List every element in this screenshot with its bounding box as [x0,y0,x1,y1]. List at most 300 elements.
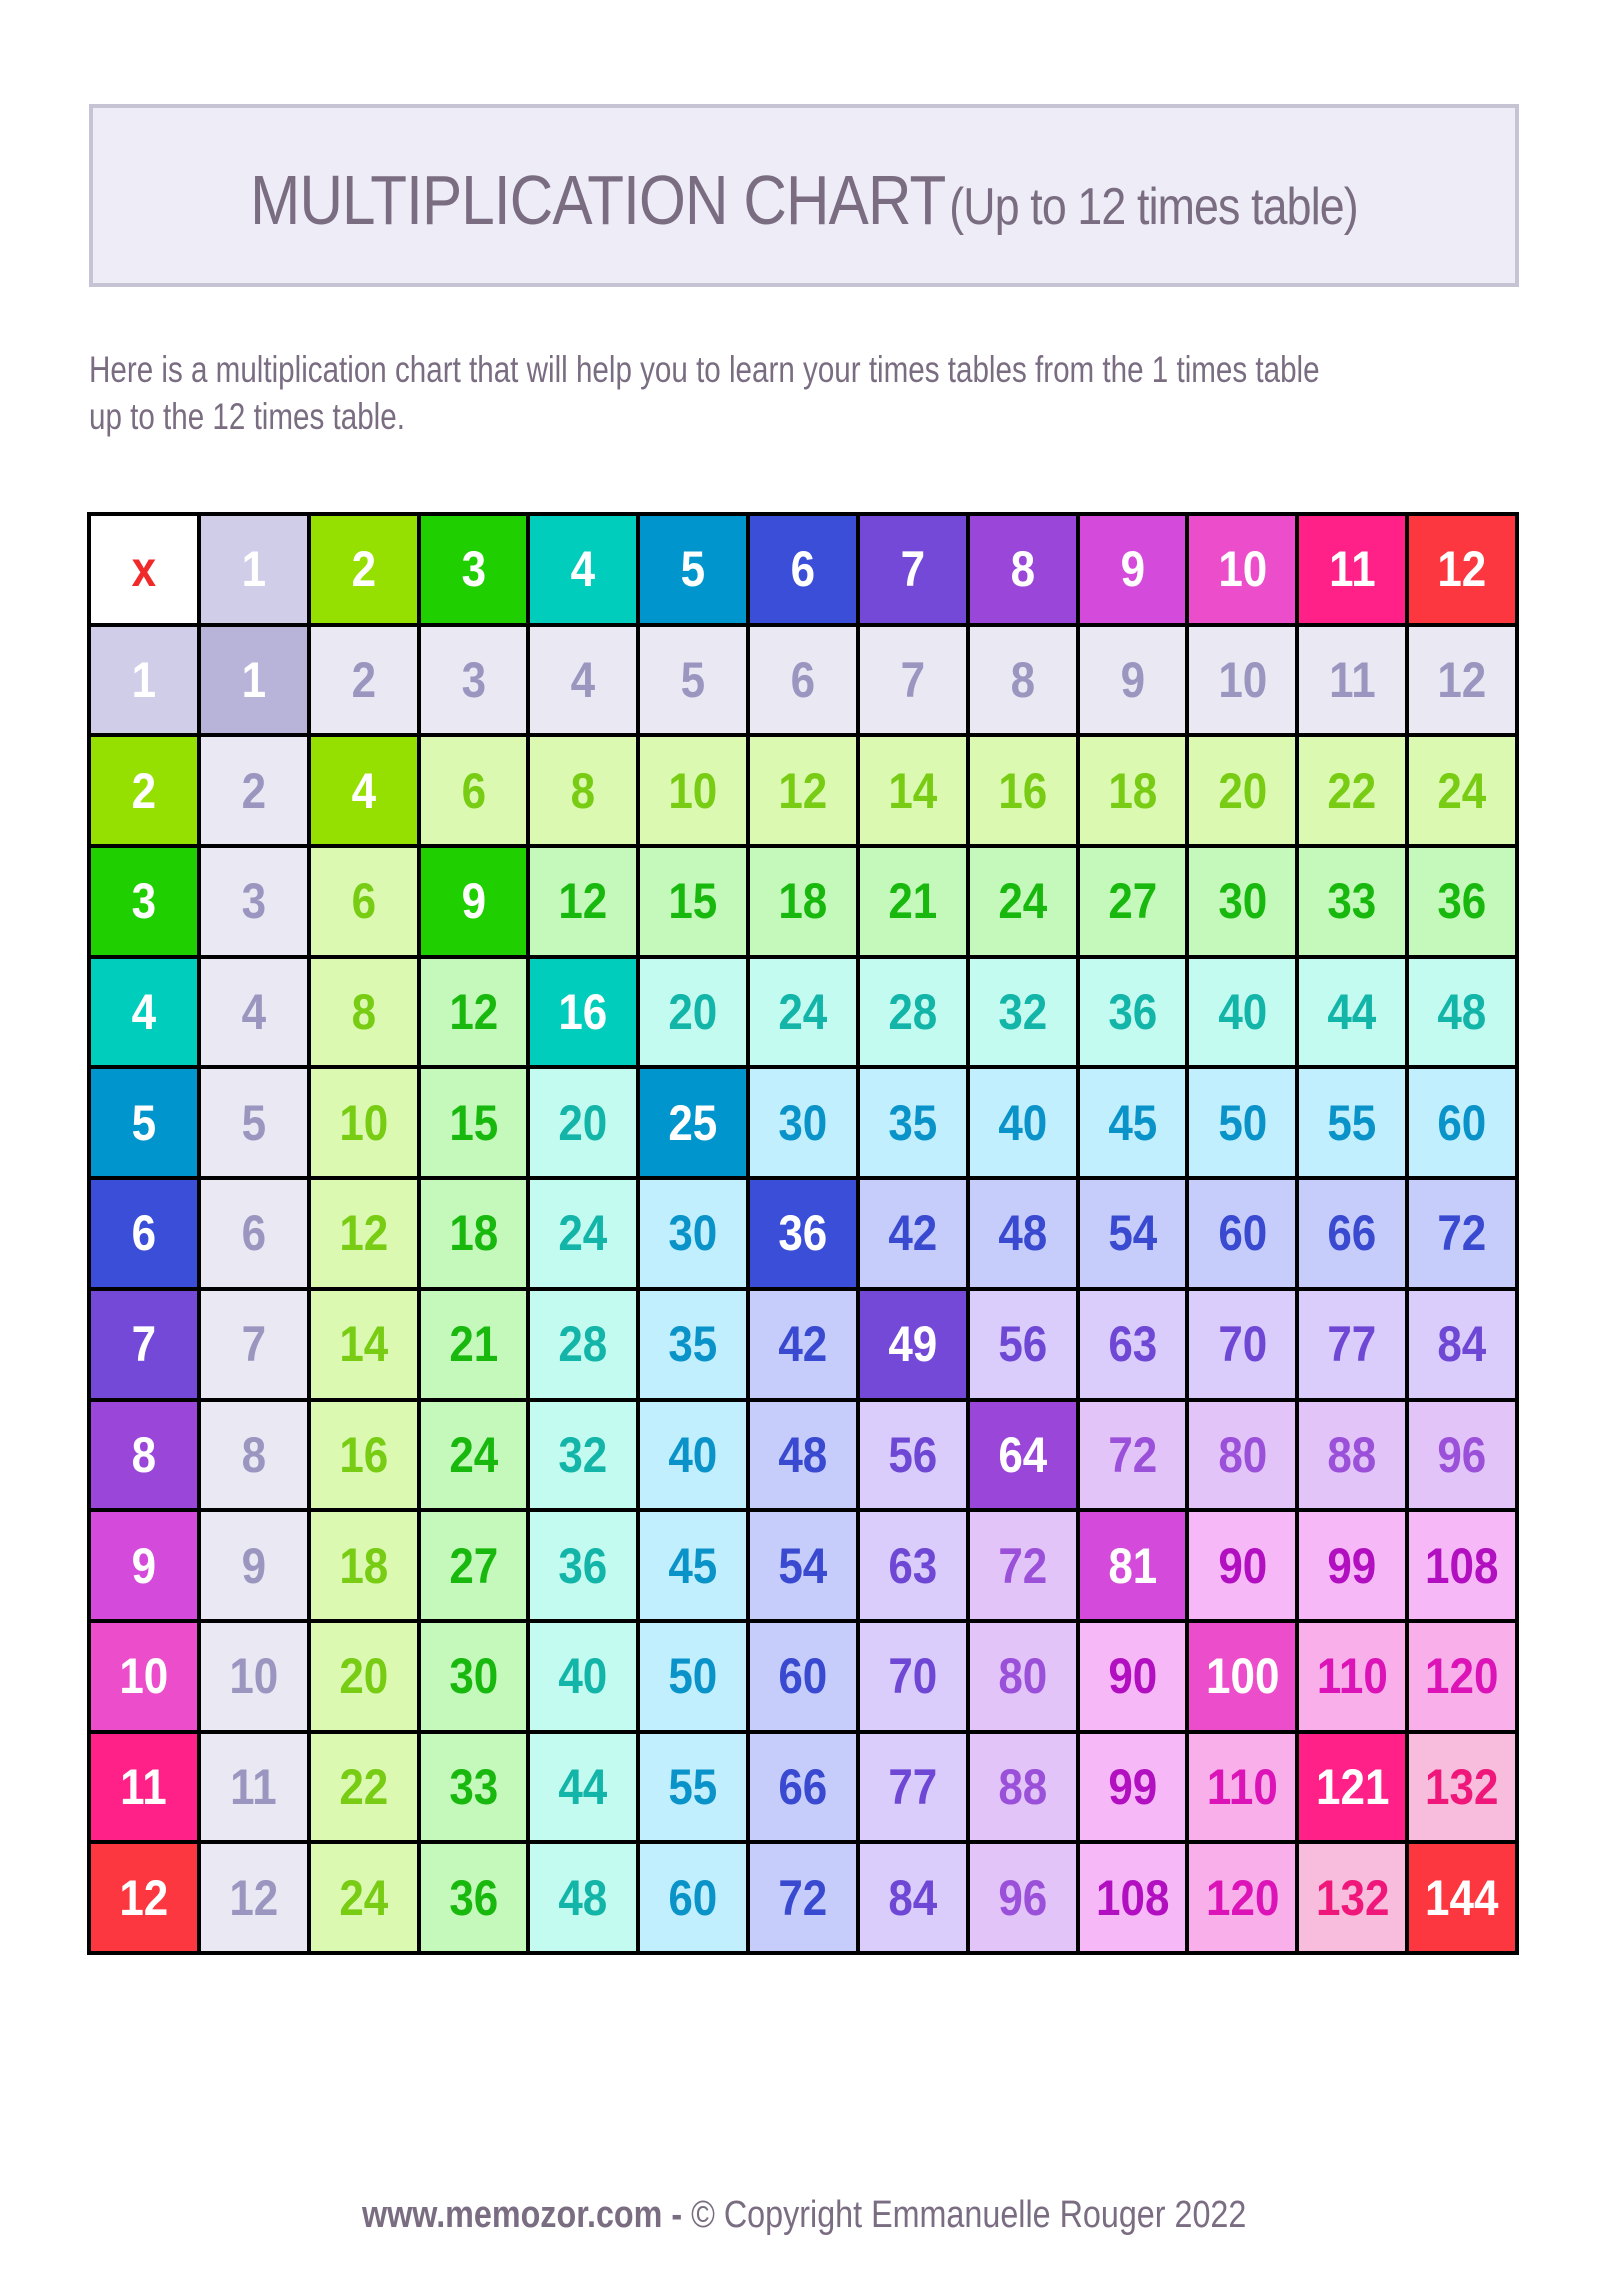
table-cell [750,1069,856,1176]
table-cell-value: 20 [558,1094,608,1151]
table-cell [1299,1512,1405,1619]
table-cell-value: 48 [1437,984,1487,1041]
table-cell-value: 36 [1437,873,1487,930]
table-cell-value: 12 [1437,652,1487,709]
description [89,346,1521,440]
table-cell [201,1402,307,1509]
row-header-value: 4 [131,984,157,1041]
table-cell-value: 99 [1327,1537,1377,1594]
row-header [91,848,197,955]
table-cell [970,1402,1076,1509]
table-cell-value: 6 [351,873,376,930]
table-cell-value: 32 [558,1426,608,1483]
table-cell [1409,1069,1515,1176]
table-cell [1409,1180,1515,1287]
table-cell-value: 60 [1217,1205,1267,1262]
table-cell-value: 96 [998,1869,1048,1926]
column-header [421,516,527,623]
table-cell-value: 50 [1217,1094,1267,1151]
table-cell-value: 72 [998,1537,1048,1594]
table-cell-value: 2 [351,652,376,709]
table-cell-value: 5 [241,1094,267,1151]
table-cell-value: 110 [1316,1648,1388,1705]
table-cell-value: 42 [778,1316,828,1373]
table-cell-value: 24 [778,984,828,1041]
column-header-value: 10 [1217,541,1267,598]
table-cell [1409,1512,1515,1619]
table-cell-value: 21 [448,1316,498,1373]
table-cell [860,1512,966,1619]
table-cell-value: 10 [229,1648,279,1705]
row-header-value: 2 [131,762,157,819]
table-cell-value: 55 [1327,1094,1377,1151]
table-cell-value: 90 [1217,1537,1267,1594]
column-header [1299,516,1405,623]
table-cell-value: 24 [558,1205,608,1262]
table-cell [1189,1844,1295,1951]
row-header [91,1291,197,1398]
table-cell [1080,959,1186,1066]
table-cell-value: 10 [668,762,718,819]
column-header-value: 11 [1328,541,1376,598]
table-cell-value: 24 [998,873,1048,930]
description-line-2: up to the 12 times table. [89,396,405,437]
corner-cell-value: x [131,541,157,598]
table-cell [1080,848,1186,955]
table-cell-value: 3 [461,652,486,709]
table-cell [311,1402,417,1509]
table-cell [201,737,307,844]
page-title [93,160,1515,240]
table-cell [640,737,746,844]
table-cell [860,1734,966,1841]
table-cell [1189,1291,1295,1398]
table-cell-value: 6 [241,1205,267,1262]
table-cell [530,737,636,844]
table-cell-value: 56 [998,1316,1048,1373]
table-cell-value: 36 [1108,984,1158,1041]
table-cell [1299,1291,1405,1398]
table-cell [860,1844,966,1951]
column-header-value: 9 [1120,541,1145,598]
table-cell [750,1734,856,1841]
table-cell [860,1069,966,1176]
table-cell [970,1069,1076,1176]
column-header [1080,516,1186,623]
column-header-value: 2 [351,541,376,598]
table-cell-value: 60 [668,1869,718,1926]
footer-site-link[interactable]: www.memozor.com [361,2194,663,2236]
table-cell-value: 9 [1120,652,1145,709]
row-header-value: 7 [131,1316,157,1373]
table-cell [1409,848,1515,955]
table-cell-value: 66 [778,1758,828,1815]
table-cell [421,1402,527,1509]
table-cell [1299,1069,1405,1176]
table-cell [1299,959,1405,1066]
table-cell-value: 20 [668,984,718,1041]
row-header [91,1844,197,1951]
table-cell [970,1291,1076,1398]
table-cell-value: 16 [998,762,1048,819]
table-cell [970,627,1076,734]
table-cell-value: 11 [1328,652,1376,709]
table-cell-value: 30 [668,1205,718,1262]
table-cell-value: 18 [1108,762,1158,819]
table-cell [311,1623,417,1730]
corner-cell [91,516,197,623]
table-cell [421,627,527,734]
table-cell-value: 9 [461,873,486,930]
table-cell [1409,1734,1515,1841]
table-cell-value: 33 [448,1758,498,1815]
row-header-value: 5 [131,1094,157,1151]
column-header-value: 3 [461,541,486,598]
column-header [860,516,966,623]
column-header-value: 12 [1437,541,1487,598]
table-cell-value: 100 [1205,1648,1280,1705]
table-cell-value: 14 [339,1316,389,1373]
table-cell-value: 4 [351,762,376,819]
table-cell [201,1069,307,1176]
table-cell-value: 45 [1108,1094,1158,1151]
table-cell-value: 88 [1327,1426,1377,1483]
table-cell-value: 77 [1327,1316,1377,1373]
table-cell-value: 120 [1205,1869,1280,1926]
table-cell-value: 49 [888,1316,938,1373]
table-cell-value: 63 [1108,1316,1158,1373]
table-cell [1409,1402,1515,1509]
table-cell [1189,1180,1295,1287]
table-cell [1189,959,1295,1066]
description-line-1: Here is a multiplication chart that will help you to learn your times tables from the 1 times table [89,349,1320,390]
table-cell [311,1844,417,1951]
table-cell [201,959,307,1066]
table-cell [421,1291,527,1398]
table-cell [970,737,1076,844]
table-cell [1080,1069,1186,1176]
table-cell-value: 16 [339,1426,389,1483]
table-cell [311,959,417,1066]
table-cell [311,1512,417,1619]
table-cell [1080,627,1186,734]
table-cell [1299,1844,1405,1951]
table-cell [530,1180,636,1287]
table-cell-value: 24 [1437,762,1487,819]
table-cell-value: 24 [448,1426,498,1483]
table-cell-value: 32 [998,984,1048,1041]
table-cell-value: 10 [1217,652,1267,709]
table-cell-value: 42 [888,1205,938,1262]
table-cell-value: 81 [1108,1537,1158,1594]
column-header [750,516,856,623]
table-cell [750,1291,856,1398]
row-header [91,959,197,1066]
table-cell-value: 121 [1315,1758,1389,1815]
table-cell [750,627,856,734]
column-header [640,516,746,623]
table-cell-value: 84 [1437,1316,1487,1373]
table-cell [421,1844,527,1951]
table-cell [201,1512,307,1619]
table-cell [640,1844,746,1951]
row-header [91,1180,197,1287]
table-cell-value: 36 [558,1537,608,1594]
table-cell-value: 44 [558,1758,608,1815]
table-cell [421,959,527,1066]
table-cell [640,1069,746,1176]
table-cell [640,1623,746,1730]
table-cell-value: 48 [998,1205,1048,1262]
table-cell [201,1623,307,1730]
column-header-value: 5 [680,541,706,598]
table-cell [860,1291,966,1398]
table-cell [1409,737,1515,844]
table-cell-value: 72 [778,1869,828,1926]
row-header [91,1069,197,1176]
table-cell [530,848,636,955]
table-cell-value: 56 [888,1426,938,1483]
table-cell-value: 1 [241,652,267,709]
table-cell-value: 70 [888,1648,938,1705]
table-cell-value: 72 [1108,1426,1158,1483]
table-cell-value: 44 [1327,984,1377,1041]
table-cell [1409,1844,1515,1951]
table-cell [1189,737,1295,844]
row-header [91,737,197,844]
table-cell-value: 84 [888,1869,938,1926]
column-header-value: 6 [790,541,816,598]
table-cell [530,1623,636,1730]
table-cell-value: 20 [339,1648,389,1705]
table-cell [640,959,746,1066]
table-cell-value: 48 [558,1869,608,1926]
table-cell-value: 80 [998,1648,1048,1705]
table-cell [860,848,966,955]
table-cell [1080,1734,1186,1841]
multiplication-grid [87,512,1519,1955]
table-cell-value: 96 [1437,1426,1487,1483]
table-cell-value: 30 [778,1094,828,1151]
column-header [201,516,307,623]
row-header [91,1734,197,1841]
table-cell-value: 54 [778,1537,828,1594]
table-cell-value: 40 [668,1426,718,1483]
table-cell-value: 4 [241,984,267,1041]
table-cell-value: 12 [448,984,498,1041]
row-header-value: 6 [131,1205,157,1262]
table-cell [1080,1844,1186,1951]
table-cell-value: 12 [339,1205,389,1262]
row-header-value: 11 [120,1758,168,1815]
table-cell [311,1180,417,1287]
table-cell [421,848,527,955]
row-header-value: 10 [119,1648,169,1705]
table-cell [201,1291,307,1398]
table-cell-value: 2 [241,762,267,819]
table-cell-value: 80 [1217,1426,1267,1483]
table-cell-value: 28 [888,984,938,1041]
table-cell-value: 16 [558,984,608,1041]
table-cell-value: 8 [241,1426,267,1483]
table-cell-value: 33 [1327,873,1377,930]
table-cell-value: 108 [1095,1869,1170,1926]
table-cell [530,1512,636,1619]
table-cell [1080,1512,1186,1619]
table-cell-value: 45 [668,1537,718,1594]
table-cell-value: 18 [448,1205,498,1262]
table-cell [640,1180,746,1287]
table-cell-value: 54 [1108,1205,1158,1262]
table-cell [1299,1180,1405,1287]
table-cell-value: 55 [668,1758,718,1815]
table-cell [1299,737,1405,844]
table-cell-value: 8 [571,762,596,819]
table-cell [860,737,966,844]
table-cell-value: 7 [900,652,926,709]
table-cell [311,737,417,844]
column-header [1189,516,1295,623]
row-header [91,627,197,734]
table-cell-value: 40 [558,1648,608,1705]
table-cell [750,737,856,844]
row-header [91,1402,197,1509]
table-cell [421,1734,527,1841]
table-cell [1080,1180,1186,1287]
row-header [91,1623,197,1730]
footer-separator: - [662,2194,691,2236]
table-cell-value: 12 [229,1869,279,1926]
table-cell-value: 9 [241,1537,267,1594]
table-cell [640,627,746,734]
table-cell-value: 25 [668,1094,718,1151]
table-cell-value: 48 [778,1426,828,1483]
table-cell-value: 22 [1327,762,1377,819]
table-cell [311,1069,417,1176]
table-cell [750,1180,856,1287]
table-cell [311,848,417,955]
row-header-value: 8 [131,1426,157,1483]
table-cell-value: 4 [571,652,596,709]
table-cell [640,1402,746,1509]
table-cell [1189,1069,1295,1176]
table-cell-value: 6 [461,762,486,819]
table-cell-value: 99 [1108,1758,1158,1815]
table-cell [1299,848,1405,955]
table-cell [1299,1402,1405,1509]
table-cell-value: 27 [448,1537,498,1594]
table-cell-value: 8 [351,984,376,1041]
table-cell-value: 110 [1206,1758,1278,1815]
table-cell [750,1623,856,1730]
table-cell-value: 20 [1217,762,1267,819]
title-subtitle: (Up to 12 times table) [949,178,1358,236]
table-cell-value: 90 [1108,1648,1158,1705]
table-cell [1189,1623,1295,1730]
title-main: MULTIPLICATION CHART [250,161,946,239]
table-cell-value: 144 [1425,1869,1499,1926]
table-cell [311,1734,417,1841]
table-cell-value: 27 [1108,873,1158,930]
table-cell [421,1512,527,1619]
table-cell [1189,848,1295,955]
table-cell-value: 60 [1437,1094,1487,1151]
table-cell [201,627,307,734]
table-cell [970,1844,1076,1951]
table-cell-value: 70 [1217,1316,1267,1373]
table-cell-value: 72 [1437,1205,1487,1262]
table-cell-value: 15 [668,873,718,930]
table-cell [750,848,856,955]
table-cell [640,1512,746,1619]
table-cell [750,1844,856,1951]
table-cell [421,1069,527,1176]
table-cell [1299,1734,1405,1841]
table-cell-value: 15 [448,1094,498,1151]
footer [0,2194,1608,2237]
row-header-value: 3 [131,873,157,930]
table-cell-value: 5 [680,652,706,709]
table-cell-value: 63 [888,1537,938,1594]
table-cell-value: 40 [1217,984,1267,1041]
table-cell [750,959,856,1066]
table-cell-value: 60 [778,1648,828,1705]
table-cell-value: 24 [339,1869,389,1926]
table-cell-value: 22 [339,1758,389,1815]
table-cell [1080,737,1186,844]
table-cell [860,1623,966,1730]
table-cell-value: 10 [339,1094,389,1151]
title-box [89,104,1519,287]
row-header-value: 1 [131,652,157,709]
column-header [1409,516,1515,623]
table-cell-value: 36 [778,1205,828,1262]
table-cell [1080,1402,1186,1509]
table-cell-value: 14 [888,762,938,819]
table-cell [640,1734,746,1841]
table-cell-value: 30 [448,1648,498,1705]
table-cell [530,959,636,1066]
table-cell [311,1291,417,1398]
table-cell [1080,1291,1186,1398]
table-cell [311,627,417,734]
table-cell [530,1291,636,1398]
table-cell [1299,1623,1405,1730]
row-header-value: 12 [119,1869,169,1926]
table-cell [640,1291,746,1398]
table-cell-value: 28 [558,1316,608,1373]
table-cell [1189,1402,1295,1509]
table-cell [970,1180,1076,1287]
column-header [970,516,1076,623]
table-cell [1409,627,1515,734]
table-cell-value: 132 [1315,1869,1389,1926]
table-cell-value: 120 [1425,1648,1499,1705]
table-cell [530,1734,636,1841]
table-cell [1189,627,1295,734]
table-cell-value: 64 [998,1426,1048,1483]
table-cell [201,848,307,955]
table-cell-value: 7 [241,1316,267,1373]
table-cell [421,737,527,844]
table-cell [860,1402,966,1509]
table-cell [530,627,636,734]
table-cell [1080,1623,1186,1730]
table-cell [201,1734,307,1841]
table-cell [860,959,966,1066]
table-cell-value: 35 [888,1094,938,1151]
table-cell-value: 35 [668,1316,718,1373]
